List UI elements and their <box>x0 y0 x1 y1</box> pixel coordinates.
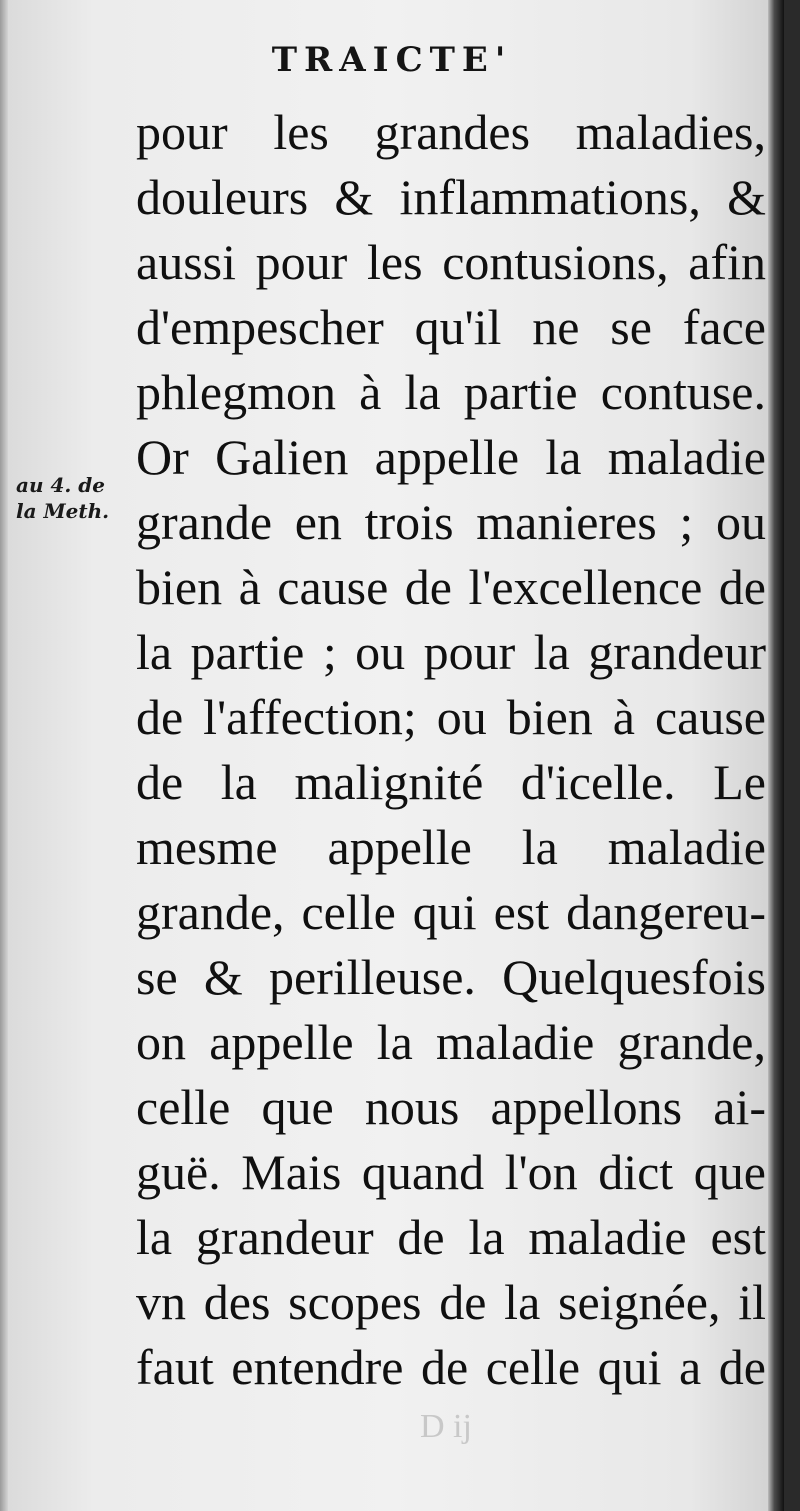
page-gutter-shadow <box>0 0 8 1511</box>
margin-note-line: au 4. de <box>16 473 106 497</box>
text-line: guë. Mais quand l'on dict que <box>136 1144 766 1200</box>
text-line: d'empescher qu'il ne se face <box>136 299 766 355</box>
text-line: douleurs & inflammations, & <box>136 169 766 225</box>
text-line: aussi pour les contusions, afin <box>136 234 766 290</box>
running-title: TRAICTE' <box>271 40 513 80</box>
text-line: celle que nous appellons ai- <box>136 1079 766 1135</box>
text-line: on appelle la maladie grande, <box>136 1014 766 1070</box>
margin-note-line: la Meth. <box>16 499 110 523</box>
text-line: phlegmon à la partie contuse. <box>136 364 766 420</box>
body-text <box>136 100 766 1400</box>
text-line: grande, celle qui est dangereu- <box>136 884 766 940</box>
text-line: se & perilleuse. Quelquesfois <box>136 949 766 1005</box>
text-line: de la malignité d'icelle. Le <box>136 754 766 810</box>
text-line: faut entendre de celle qui a de <box>136 1339 766 1395</box>
text-line: la grandeur de la maladie est <box>136 1209 766 1265</box>
text-line: bien à cause de l'excellence de <box>136 559 766 615</box>
signature-mark: D ij <box>420 1408 472 1445</box>
page-edge-shadow <box>768 0 784 1511</box>
text-line: grande en trois manieres ; ou <box>136 494 766 550</box>
text-line: pour les grandes maladies, <box>136 104 766 160</box>
margin-note <box>16 472 136 524</box>
text-line: vn des scopes de la seignée, il <box>136 1274 766 1330</box>
text-line: Or Galien appelle la maladie <box>136 429 766 485</box>
text-line: de l'affection; ou bien à cause <box>136 689 766 745</box>
text-line: la partie ; ou pour la grandeur <box>136 624 766 680</box>
text-line: mesme appelle la maladie <box>136 819 766 875</box>
